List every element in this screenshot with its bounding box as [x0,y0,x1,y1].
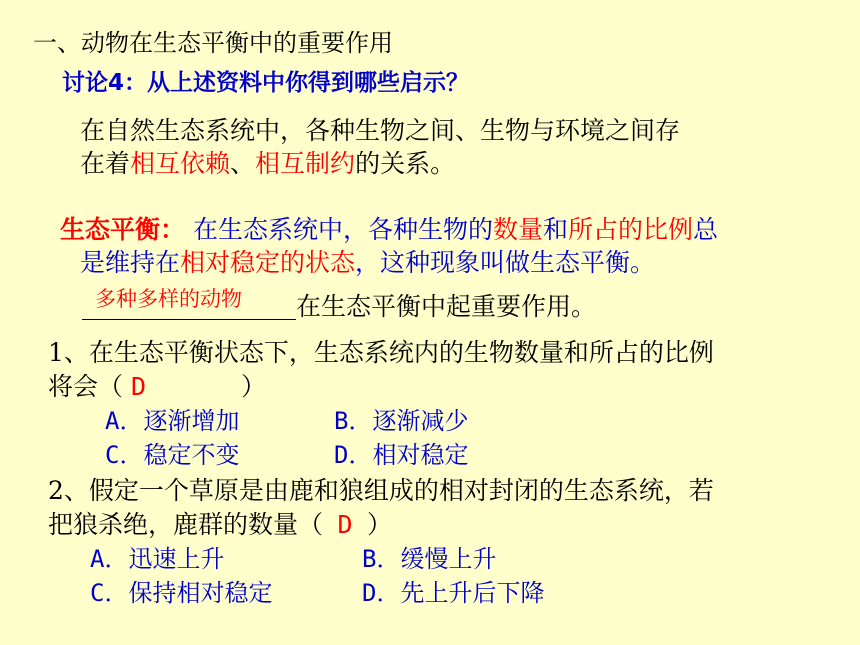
question-1-line-1: 1、在生态平衡状态下，生态系统内的生物数量和所占的比例 [48,338,714,367]
answer-line-2 [80,149,455,179]
question-text: ） [241,372,267,401]
definition-text: ，这种现象叫做生态平衡。 [355,248,656,277]
highlight-mutual-restriction: 相互制约 [255,149,356,178]
definition-term: 生态平衡： [60,215,186,244]
answer-line-1: 在自然生态系统中，各种生物之间、生物与环境之间存 [80,116,681,145]
section-heading: 一、动物在生态平衡中的重要作用 [33,29,393,57]
answer-text: 在着 [80,149,131,178]
highlight-mutual-dependence: 相互依赖 [130,149,231,178]
q2-option-a: A．迅速上升 [90,545,225,573]
q1-option-b: B．逐渐减少 [334,407,469,435]
definition-line-2 [80,248,655,278]
question-2-answer: D [337,510,353,539]
highlight-proportion: 所占的比例 [568,215,694,244]
definition-text: 是维持在 [80,248,181,277]
question-1-answer: D [131,372,147,401]
question-text: 将会（ [48,372,124,401]
question-text: 把狼杀绝，鹿群的数量（ [48,510,324,539]
answer-text: 、 [230,149,256,178]
question-2-line-2 [48,510,392,540]
q1-option-c: C．稳定不变 [105,441,240,469]
definition-text: 在生态系统中，各种生物的 [185,215,493,244]
blank-answer: 多种多样的动物 [95,287,242,311]
discussion-prompt: 讨论4：从上述资料中你得到哪些启示？ [62,70,470,96]
answer-blank-line [82,319,296,320]
highlight-stable-state: 相对稳定的状态 [180,248,356,277]
q1-option-d: D．相对稳定 [334,441,469,469]
question-2-line-1: 2、假定一个草原是由鹿和狼组成的相对封闭的生态系统，若 [48,476,714,505]
definition-line-1 [60,215,718,245]
question-text: ） [367,510,393,539]
highlight-quantity: 数量 [492,215,543,244]
answer-text: 的关系。 [355,149,456,178]
definition-text: 总 [693,215,719,244]
blank-sentence: 在生态平衡中起重要作用。 [296,292,597,321]
q2-option-c: C．保持相对稳定 [90,579,273,607]
definition-text: 和 [542,215,568,244]
question-1-line-2 [48,372,266,402]
q2-option-b: B．缓慢上升 [362,545,497,573]
q2-option-d: D．先上升后下降 [362,579,545,607]
q1-option-a: A．逐渐增加 [105,407,240,435]
